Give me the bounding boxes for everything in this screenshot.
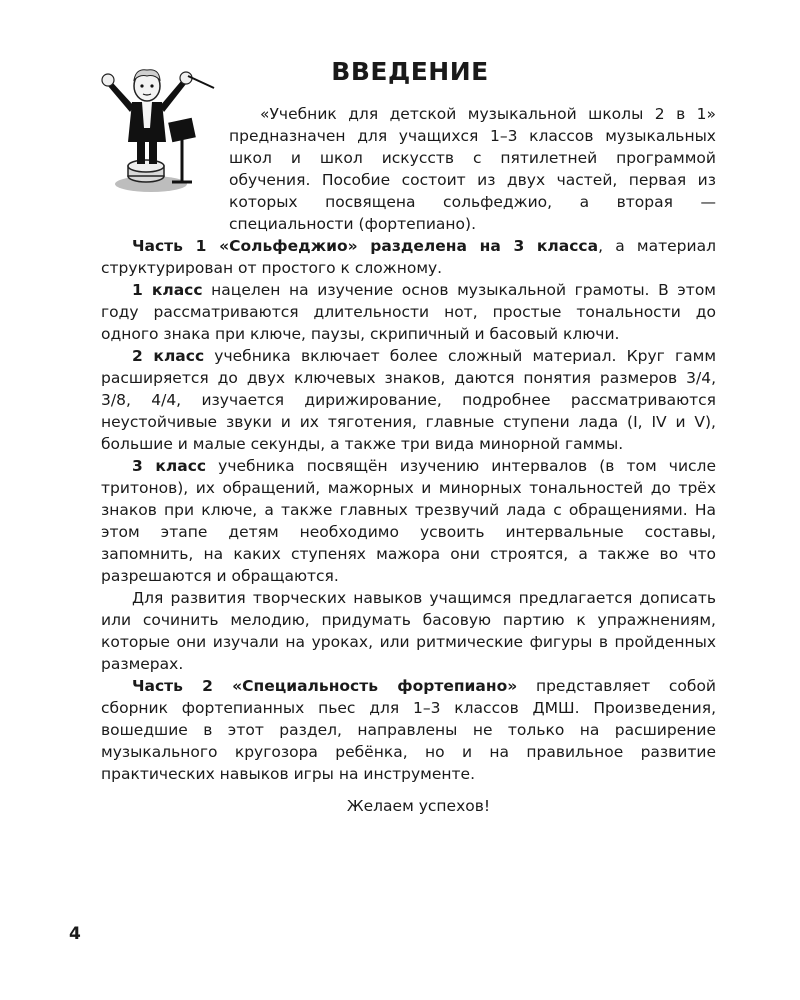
- class1-label: 1 класс: [132, 281, 203, 299]
- body-text: [101, 103, 716, 817]
- class3-text: учебника посвящён изучению интервалов (в том числе тритонов), их обращений, мажорных и минорных тональностей до трёх знаков при ключе, а также главных трезвучий лада с обращениями. На этом этапе детям необходимо усвоить интервальные составы, запомнить, на каких ступенях мажора они строятся, а также во что разрешаются и обращаются.: [101, 457, 716, 585]
- paragraph-creative: Для развития творческих навыков учащимся предлагается дописать или сочинить мелодию, придумать басовую партию к упражнениям, которые они изучали на уроках, или ритмические фигуры в пройденных размерах.: [101, 589, 716, 673]
- closing-wish: Желаем успехов!: [346, 797, 491, 815]
- class2-label: 2 класс: [132, 347, 205, 365]
- paragraph-class1: [101, 279, 716, 345]
- paragraph-class2: [101, 345, 716, 455]
- paragraph-part2: [101, 675, 716, 785]
- class3-label: 3 класс: [132, 457, 207, 475]
- paragraph-class3: [101, 455, 716, 587]
- part1-heading: Часть 1 «Сольфеджио» разделена на 3 класса: [132, 237, 599, 255]
- page-number: 4: [69, 924, 81, 944]
- paragraph-intro: «Учебник для детской музыкальной школы 2 в 1» предназначен для учащихся 1–3 классов музыкальных школ и школ искусств с пятилетней программой обучения. Пособие состоит из двух частей, первая из которых посвящена сольфеджио, а вторая — специальности (фортепиано).: [229, 105, 716, 233]
- page-title: ВВЕДЕНИЕ: [331, 57, 489, 86]
- class2-text: учебника включает более сложный материал. Круг гамм расширяется до двух ключевых знаков, даются понятия размеров 3/4, 3/8, 4/4, изучается дирижирование, подробнее рассматриваются неустойчивые звуки и их тяготения, главные ступени лада (I, IV и V), большие и малые секунды, а также три вида минорной гаммы.: [101, 347, 717, 453]
- part2-heading: Часть 2 «Специальность фортепиано»: [132, 677, 518, 695]
- part1-text: , а материал структурирован от простого к сложному.: [101, 237, 716, 277]
- part2-text: представляет собой сборник фортепианных пьес для 1–3 классов ДМШ. Произведения, вошедшие в этот раздел, направлены не только на расширение музыкального кругозора ребёнка, но и на правильное развитие практических навыков игры на инструменте.: [101, 677, 716, 783]
- class1-text: нацелен на изучение основ музыкальной грамоты. В этом году рассматриваются длительности нот, простые тональности до одного знака при ключе, паузы, скрипичный и басовый ключи.: [101, 281, 717, 343]
- paragraph-part1: [101, 235, 716, 279]
